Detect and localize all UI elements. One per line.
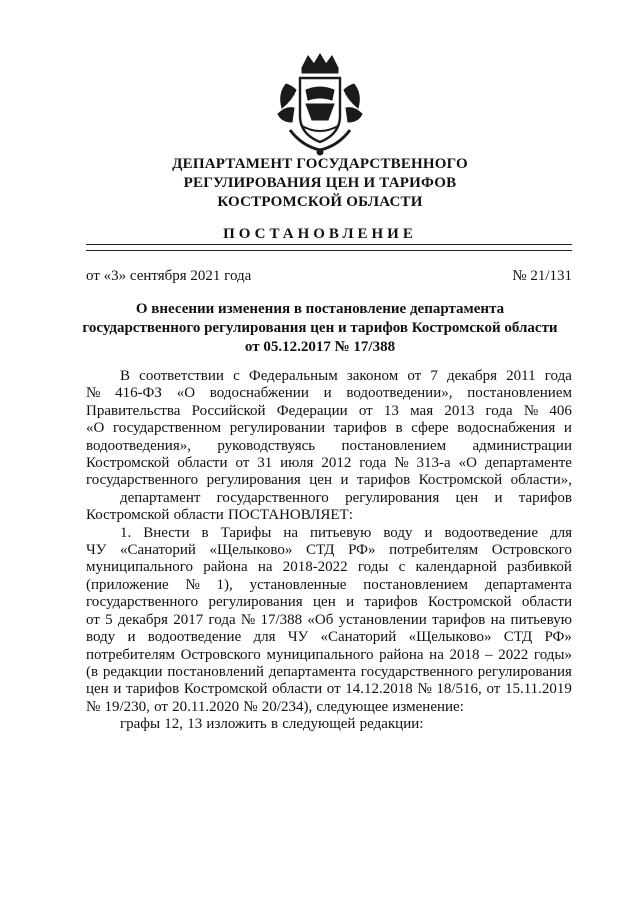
- body-word: 17/388: [260, 611, 303, 628]
- body-word: 2012: [321, 455, 352, 472]
- body-word: 1.: [120, 524, 132, 541]
- body-word: водоотведения»,: [86, 437, 191, 454]
- body-word: департамента: [268, 663, 356, 680]
- body-word: года: [485, 402, 513, 419]
- body-word: 1),: [216, 576, 233, 593]
- body-word: тарифов: [518, 489, 572, 506]
- body-word: РФ»: [348, 542, 376, 559]
- body-word: «О: [86, 420, 105, 437]
- body-word: цен: [455, 489, 479, 506]
- body-word: для: [549, 524, 572, 541]
- body-line: [86, 525, 572, 542]
- body-word: департамента: [484, 576, 572, 593]
- body-word: и: [127, 629, 136, 646]
- body-word: руководствуясь: [217, 437, 316, 454]
- body-line: [86, 438, 572, 455]
- body-word: регулирования: [345, 489, 440, 506]
- body-word: годы: [357, 559, 389, 576]
- coat-of-arms-emblem: [272, 50, 368, 158]
- document-body: [86, 368, 572, 734]
- body-word: и: [113, 681, 122, 698]
- body-word: питьевую: [510, 611, 572, 628]
- body-word: 31: [257, 455, 273, 472]
- body-word: календарной: [415, 559, 497, 576]
- body-word: Российской: [191, 402, 266, 419]
- body-word: Федерации: [276, 402, 348, 419]
- body-word: №: [185, 576, 200, 593]
- body-word: потребителям: [389, 542, 479, 559]
- document-number: № 21/131: [512, 268, 572, 284]
- body-line: [86, 664, 572, 681]
- body-word: водоотведение: [147, 629, 242, 646]
- body-word: изменение:: [392, 698, 464, 715]
- body-line: [86, 472, 572, 489]
- body-line: [86, 594, 572, 611]
- body-line: [86, 681, 572, 698]
- body-word: графы: [120, 716, 161, 733]
- body-word: и: [494, 489, 503, 506]
- department-name: [0, 155, 640, 212]
- body-word: регулирования: [208, 594, 303, 611]
- body-word: государственного: [86, 594, 199, 611]
- body-line: [86, 612, 572, 629]
- body-word: №: [417, 681, 432, 698]
- body-word: государственного: [360, 663, 473, 680]
- document-date: от «3» сентября 2021 года: [86, 268, 252, 284]
- body-word: Островского: [180, 646, 261, 663]
- body-word: СТД: [503, 629, 533, 646]
- subject-line: О внесении изменения в постановление департамента: [135, 301, 505, 317]
- body-line: [86, 699, 572, 716]
- body-word: 5: [105, 611, 113, 628]
- body-word: области: [173, 507, 224, 524]
- body-word: 313-а: [416, 455, 451, 472]
- body-word: от: [358, 402, 373, 419]
- body-word: постановлением: [341, 437, 447, 454]
- body-word: №: [86, 385, 101, 402]
- body-word: мая: [410, 402, 434, 419]
- body-word: 20/234),: [261, 698, 313, 715]
- body-word: департамент: [120, 489, 201, 506]
- body-word: государственного: [86, 472, 199, 489]
- body-word: Костромской: [183, 681, 268, 698]
- body-word: года: [544, 368, 572, 384]
- body-word: «Санаторий: [320, 629, 397, 646]
- body-word: постановлением: [363, 576, 468, 593]
- body-word: Федеральным: [248, 368, 338, 384]
- body-word: годы»: [533, 646, 572, 663]
- body-word: Островского: [491, 542, 572, 559]
- body-word: тарифов: [333, 420, 387, 437]
- body-word: разбивкой: [507, 559, 572, 576]
- body-word: водоотведении»,: [346, 385, 453, 402]
- body-word: №: [243, 698, 258, 715]
- body-word: государственного: [216, 489, 329, 506]
- body-word: Правительства: [86, 402, 181, 419]
- body-word: года: [359, 455, 387, 472]
- body-line: [86, 385, 572, 402]
- body-word: 15.11.2019: [504, 681, 572, 698]
- body-word: муниципального: [86, 559, 194, 576]
- body-word: водоснабжении: [209, 385, 309, 402]
- body-word: и: [340, 472, 349, 489]
- body-word: №: [523, 402, 539, 419]
- body-word: 7: [430, 368, 438, 384]
- document-type-heading: ПОСТАНОВЛЕНИЕ: [223, 226, 417, 242]
- body-word: 2013: [444, 402, 475, 419]
- body-line: [86, 403, 572, 420]
- body-line: [86, 507, 572, 524]
- body-word: государственном: [112, 420, 222, 437]
- body-word: цен: [309, 472, 332, 489]
- body-word: и: [563, 420, 572, 437]
- body-word: цен: [313, 594, 336, 611]
- body-word: тарифов: [364, 594, 418, 611]
- body-word: в: [395, 420, 403, 437]
- body-word: на: [429, 646, 444, 663]
- body-word: редакции:: [359, 716, 424, 733]
- body-word: водоснабжения: [457, 420, 556, 437]
- body-word: 2018: [449, 646, 480, 663]
- body-word: с: [233, 368, 240, 384]
- body-word: 13: [383, 402, 399, 419]
- body-word: области»,: [510, 472, 572, 489]
- body-word: следующее: [316, 698, 389, 715]
- body-word: (приложение: [86, 576, 169, 593]
- body-word: 406: [549, 402, 572, 419]
- department-name-line: РЕГУЛИРОВАНИЯ ЦЕН И ТАРИФОВ: [183, 175, 457, 191]
- body-word: воду: [383, 524, 413, 541]
- body-word: для: [253, 629, 276, 646]
- body-word: –: [485, 646, 493, 663]
- body-word: воду: [86, 629, 116, 646]
- body-word: от: [407, 368, 422, 384]
- body-word: питьевую: [309, 524, 372, 541]
- body-word: Костромской: [428, 594, 512, 611]
- body-word: РФ»: [544, 629, 572, 646]
- body-word: 2011: [506, 368, 536, 384]
- body-word: 2018-2022: [282, 559, 348, 576]
- body-word: на: [283, 524, 298, 541]
- body-word: установленные: [249, 576, 347, 593]
- body-word: №: [240, 611, 256, 628]
- department-name-line: ДЕПАРТАМЕНТ ГОСУДАРСТВЕННОГО: [172, 156, 468, 172]
- body-word: СТД: [305, 542, 335, 559]
- body-word: области: [177, 455, 228, 472]
- body-word: установлении: [338, 611, 427, 628]
- body-word: департаменте: [484, 455, 572, 472]
- body-word: потребителям: [86, 646, 175, 663]
- body-word: «О: [458, 455, 477, 472]
- body-word: декабря: [446, 368, 498, 384]
- body-word: муниципального: [266, 646, 374, 663]
- body-word: 19/230,: [104, 698, 150, 715]
- body-line: [86, 368, 572, 385]
- body-word: от: [86, 611, 100, 628]
- body-word: и: [323, 385, 332, 402]
- body-word: 2022: [498, 646, 529, 663]
- body-word: Костромской: [418, 472, 503, 489]
- body-word: Костромской: [86, 507, 170, 524]
- subject-line: государственного регулирования цен и тарифов Костромской области: [82, 320, 558, 336]
- body-word: 416-ФЗ: [115, 385, 162, 402]
- body-word: Внести: [143, 524, 190, 541]
- body-word: (в: [86, 663, 99, 680]
- body-word: регулирования: [477, 663, 572, 680]
- body-word: цен: [86, 681, 109, 698]
- double-rule-divider: [86, 244, 572, 251]
- body-word: области: [272, 681, 323, 698]
- body-word: 13: [187, 716, 203, 733]
- body-word: и: [424, 524, 433, 541]
- body-word: года: [208, 611, 236, 628]
- body-line: [86, 490, 572, 507]
- body-word: области: [521, 594, 572, 611]
- body-line: [86, 629, 572, 646]
- body-word: от: [154, 698, 168, 715]
- body-word: тарифов: [356, 472, 411, 489]
- body-word: Костромской: [86, 455, 170, 472]
- body-word: администрации: [472, 437, 572, 454]
- body-word: водоотведение: [444, 524, 538, 541]
- body-word: В: [120, 368, 131, 384]
- body-word: редакции: [102, 663, 163, 680]
- body-word: июля: [280, 455, 314, 472]
- body-word: на: [490, 611, 506, 628]
- body-word: «Щелыково»: [408, 629, 492, 646]
- body-word: тарифов: [126, 681, 180, 698]
- body-word: законом: [346, 368, 399, 384]
- body-word: 12,: [164, 716, 184, 733]
- body-line: [86, 542, 572, 559]
- body-word: соответствии: [139, 368, 224, 384]
- body-word: постановлением: [467, 385, 572, 402]
- body-word: постановлений: [167, 663, 264, 680]
- body-word: района: [379, 646, 424, 663]
- body-word: №: [86, 698, 101, 715]
- body-word: регулирования: [206, 472, 301, 489]
- body-word: 20.11.2020: [172, 698, 240, 715]
- body-word: декабря: [117, 611, 168, 628]
- body-word: сфере: [411, 420, 449, 437]
- body-line: [86, 577, 572, 594]
- body-word: 14.12.2018: [345, 681, 413, 698]
- body-word: следующей: [282, 716, 356, 733]
- body-word: «Санаторий: [120, 542, 196, 559]
- body-word: 18/516,: [436, 681, 482, 698]
- body-word: «Об: [307, 611, 334, 628]
- body-word: в: [270, 716, 279, 733]
- body-word: с: [398, 559, 406, 576]
- body-line: [86, 716, 572, 733]
- body-word: и: [346, 594, 355, 611]
- body-word: ЧУ: [287, 629, 309, 646]
- body-word: на: [257, 559, 273, 576]
- body-word: №: [394, 455, 409, 472]
- body-line: [86, 559, 572, 576]
- subject-line: от 05.12.2017 № 17/388: [244, 339, 396, 355]
- body-word: «Щелыково»: [209, 542, 293, 559]
- body-word: регулировании: [229, 420, 326, 437]
- body-word: Тарифы: [220, 524, 272, 541]
- department-name-line: КОСТРОМСКОЙ ОБЛАСТИ: [217, 194, 423, 210]
- body-word: 2017: [173, 611, 204, 628]
- body-line: [86, 647, 572, 664]
- body-word: ПОСТАНОВЛЯЕТ:: [227, 507, 353, 524]
- body-line: [86, 420, 572, 437]
- body-word: в: [201, 524, 209, 541]
- body-word: изложить: [206, 716, 267, 733]
- document-subject: [60, 300, 580, 357]
- body-word: «О: [176, 385, 196, 402]
- body-word: от: [235, 455, 250, 472]
- body-line: [86, 455, 572, 472]
- body-word: ЧУ: [86, 542, 107, 559]
- body-word: от: [326, 681, 341, 698]
- body-word: тарифов: [432, 611, 486, 628]
- body-word: района: [203, 559, 248, 576]
- body-word: от: [486, 681, 501, 698]
